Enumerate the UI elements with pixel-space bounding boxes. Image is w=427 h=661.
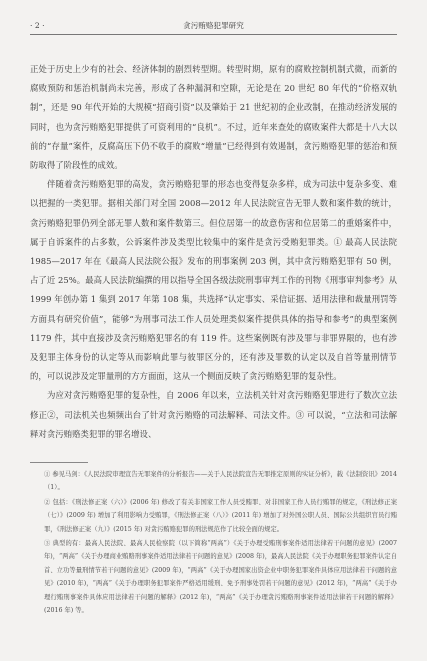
footnote-2: ② 包括：《刑法修正案（六）》(2006 年) 修改了有关非国家工作人员受贿罪、对非国家工作人员行贿罪的规定，《刑法修正案（七）》(2009 年) 增加了利用影响力受贿罪，《刑法修正案（八）》(2011 年) 增加了对外国公职人员、国际公共组织官员行贿罪，《刑法修正案（九）》(2015 年) 对贪污贿赂犯罪的刑法规范作了比较全面的规定。 [44, 498, 397, 533]
footnote-3: ③ 典型的有：最高人民法院、最高人民检察院（以下简称“两高”）《关于办理受贿刑事案件适用法律若干问题的意见》(2007 年)，“两高”《关于办理商业贿赂刑事案件适用法律若干问题的意见》(2008 年)，最高人民法院《关于办理职务犯罪案件认定自首、立功等量刑情节若干问题的意见》(2009 年)，“两高”《关于办理国家出资企业中职务犯罪案件具体应用法律若干问题的意见》(2010 年)，“两高”《关于办理职务犯罪案件严格适用缓刑、免予刑事处罚若干问题的意见》(2012 年)，“两高”《关于办理行贿刑事案件具体应用法律若干问题的解释》(2012 年)，“两高”《关于办理贪污贿赂刑事案件适用法律若干问题的解释》(2016 年) 等。 [44, 540, 397, 615]
paragraph: 伴随着贪污贿赂犯罪的高发，贪污贿赂犯罪的形态也变得复杂多样，成为司法中复杂多变、难以把握的一类犯罪。据相关部门对全国 2008—2012 年人民法院宣告无罪人数和案件数的统计，贪污贿赂犯罪仍列全部无罪人数和案件数第三。但位居第一的故意伤害和位居第二的重婚案件中，属于自诉案件的占多数，公诉案件涉及类型比较集中的案件是贪污受贿犯罪类。① 最高人民法院 1985—2017 年在《最高人民法院公报》发布的刑事案例 203 例，其中贪污贿赂犯罪有 50 例，占了近 25%。最高人民法院编撰的用以指导全国各级法院刑事审判工作的刊物《刑事审判参考》从 1999 年创办第 1 集到 2017 年第 108 集，共选择“认定事实、采信证据、适用法律和裁量刑罚等方面具有研究价值”，能够“为刑事司法工作人员处理类似案件提供具体的指导和参考”的典型案例 1179 件，其中直接涉及贪污贿赂犯罪名的有 119 件。这些案例既有涉及罪与非罪界限的，也有涉及犯罪主体身份的认定等从而影响此罪与彼罪区分的，还有涉及罪数的认定以及自首等量刑情节的，可以说涉及定罪量刑的方方面面，这从一个侧面反映了贪污贿赂犯罪的复杂性。 [30, 179, 397, 382]
page-header [30, 18, 397, 35]
footnote-separator [30, 462, 88, 463]
paragraph-continued: 正处于历史上少有的社会、经济体制的剧烈转型期。转型时期，原有的腐败控制机制式微，而新的腐败预防和惩治机制尚未完善，形成了各种漏洞和空隙，无论是在 20 世纪 80 年代的“价格双轨制”，还是 90 年代开始的大规模“招商引资”以及肇始于 21 世纪初的企业改制，在推动经济发展的同时，也为贪污贿赂犯罪提供了可资利用的“良机”。不过，近年来查处的腐败案件大都是十八大以前的“存量”案件，反腐高压下仍不收手的腐败“增量”已经得到有效遏制，贪污贿赂犯罪的惩治和预防取得了阶段性的成效。 [30, 64, 397, 171]
footnote-1: ① 参见马剑：《人民法院审理宣告无罪案件的分析报告——关于人民法院宣告无罪推定原则的实证分析》，载《法制资讯》2014（1）。 [44, 471, 397, 492]
page-number: · 2 · [30, 21, 45, 30]
paragraph: 为应对贪污贿赂犯罪的复杂性，自 2006 年以来，立法机关针对贪污贿赂犯罪进行了数次立法修正②，司法机关也频频出台了针对贪污贿赂的司法解释、司法文件。③ 可以说，“立法和司法解释对贪污贿赂类犯罪的罪名增设、 [30, 390, 397, 439]
body-text [30, 60, 397, 444]
running-title: 贪污贿赂犯罪研究 [183, 21, 244, 30]
footnotes [30, 468, 397, 618]
